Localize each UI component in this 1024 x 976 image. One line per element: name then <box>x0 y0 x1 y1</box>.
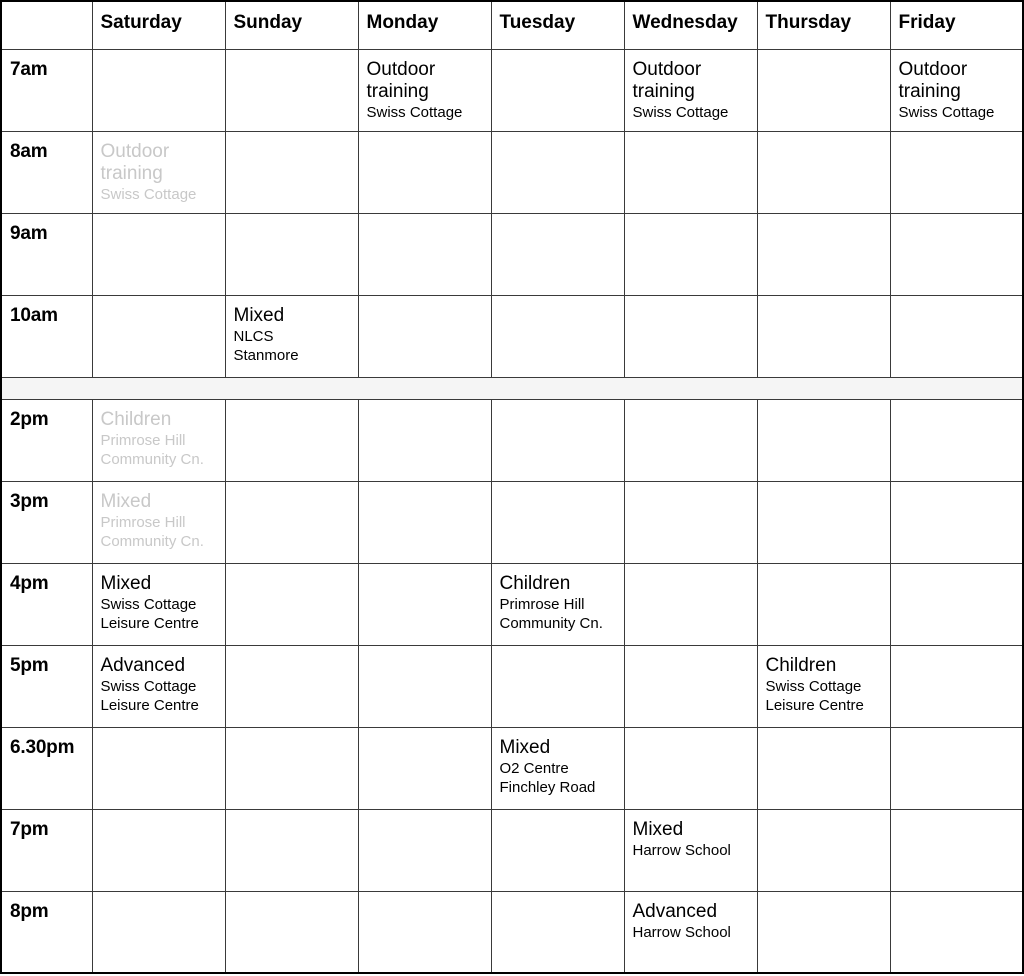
slot-cell <box>757 295 890 377</box>
time-label: 6.30pm <box>10 736 75 758</box>
gap-cell <box>1 377 1023 399</box>
slot-cell <box>890 131 1023 213</box>
session-location: Leisure Centre <box>100 696 199 714</box>
slot-cell <box>225 481 358 563</box>
slot-cell <box>757 891 890 973</box>
time-row-10am <box>1 295 1023 377</box>
slot-cell <box>757 213 890 295</box>
slot-cell <box>757 399 890 481</box>
time-row-4pm <box>1 563 1023 645</box>
slot-cell <box>92 481 225 563</box>
time-label: 8am <box>10 140 48 162</box>
session-location: Community Cn. <box>499 614 603 632</box>
slot-cell <box>491 49 624 131</box>
slot-cell <box>92 49 225 131</box>
slot-cell <box>890 891 1023 973</box>
day-header-friday <box>890 1 1023 49</box>
session-location: Swiss Cottage <box>100 595 197 613</box>
slot-cell <box>491 295 624 377</box>
time-label: 10am <box>10 304 58 326</box>
slot-cell <box>624 213 757 295</box>
corner-cell <box>1 1 92 49</box>
slot-cell <box>890 645 1023 727</box>
time-row-7am <box>1 49 1023 131</box>
time-label: 3pm <box>10 490 49 512</box>
slot-cell <box>757 809 890 891</box>
slot-cell <box>225 563 358 645</box>
slot-cell <box>890 213 1023 295</box>
session-title: Outdoor <box>366 58 436 80</box>
time-row-8am <box>1 131 1023 213</box>
day-label: Monday <box>366 12 439 33</box>
day-label: Thursday <box>765 12 852 33</box>
session-location: Harrow School <box>632 841 731 859</box>
slot-cell <box>624 131 757 213</box>
slot-cell <box>757 481 890 563</box>
slot-cell <box>92 563 225 645</box>
slot-cell <box>890 295 1023 377</box>
day-label: Tuesday <box>499 12 576 33</box>
time-cell <box>1 645 92 727</box>
time-label: 2pm <box>10 408 49 430</box>
slot-cell <box>624 645 757 727</box>
slot-cell <box>358 645 491 727</box>
slot-cell <box>358 399 491 481</box>
session-block[interactable] <box>625 892 757 942</box>
slot-cell <box>92 727 225 809</box>
day-label: Wednesday <box>632 12 738 33</box>
time-label: 7pm <box>10 818 49 840</box>
slot-cell <box>358 563 491 645</box>
slot-cell <box>358 891 491 973</box>
midday-gap-row <box>1 377 1023 399</box>
time-cell <box>1 399 92 481</box>
session-block-inactive[interactable] <box>93 132 225 204</box>
session-title: Mixed <box>499 736 551 758</box>
time-cell <box>1 727 92 809</box>
slot-cell <box>92 295 225 377</box>
slot-cell <box>624 563 757 645</box>
slot-cell <box>757 645 890 727</box>
time-cell <box>1 213 92 295</box>
slot-cell <box>890 809 1023 891</box>
slot-cell <box>890 727 1023 809</box>
time-cell <box>1 131 92 213</box>
session-title: Advanced <box>632 900 718 922</box>
session-title: Mixed <box>632 818 684 840</box>
time-label: 7am <box>10 58 48 80</box>
slot-cell <box>92 891 225 973</box>
slot-cell <box>624 481 757 563</box>
time-label: 4pm <box>10 572 49 594</box>
slot-cell <box>491 809 624 891</box>
slot-cell <box>624 809 757 891</box>
day-header-tuesday <box>491 1 624 49</box>
session-location: Swiss Cottage <box>366 103 463 121</box>
session-title: Mixed <box>100 490 152 512</box>
slot-cell <box>92 399 225 481</box>
slot-cell <box>757 727 890 809</box>
time-label: 9am <box>10 222 48 244</box>
slot-cell <box>225 295 358 377</box>
slot-cell <box>491 481 624 563</box>
slot-cell <box>358 809 491 891</box>
slot-cell <box>92 131 225 213</box>
slot-cell <box>624 295 757 377</box>
time-label: 5pm <box>10 654 49 676</box>
slot-cell <box>225 131 358 213</box>
session-location: Finchley Road <box>499 778 596 796</box>
session-block[interactable] <box>359 50 491 122</box>
header-row <box>1 1 1023 49</box>
session-block[interactable] <box>93 646 225 715</box>
session-title: training <box>100 162 163 184</box>
time-cell <box>1 563 92 645</box>
session-location: Primrose Hill <box>100 431 186 449</box>
slot-cell <box>92 645 225 727</box>
session-location: Swiss Cottage <box>100 677 197 695</box>
session-title: training <box>366 80 429 102</box>
session-block[interactable] <box>226 296 358 365</box>
slot-cell <box>757 49 890 131</box>
slot-cell <box>624 399 757 481</box>
slot-cell <box>491 563 624 645</box>
slot-cell <box>890 563 1023 645</box>
session-location: Community Cn. <box>100 532 204 550</box>
session-title: Children <box>100 408 172 430</box>
slot-cell <box>491 131 624 213</box>
slot-cell <box>624 891 757 973</box>
session-title: training <box>632 80 695 102</box>
slot-cell <box>225 891 358 973</box>
slot-cell <box>491 645 624 727</box>
session-location: Leisure Centre <box>100 614 199 632</box>
session-title: Outdoor <box>632 58 702 80</box>
slot-cell <box>358 213 491 295</box>
session-location: Swiss Cottage <box>765 677 862 695</box>
day-header-monday <box>358 1 491 49</box>
slot-cell <box>491 213 624 295</box>
session-title: Advanced <box>100 654 186 676</box>
slot-cell <box>757 563 890 645</box>
slot-cell <box>225 213 358 295</box>
session-block[interactable] <box>93 564 225 633</box>
slot-cell <box>225 809 358 891</box>
slot-cell <box>890 399 1023 481</box>
time-row-3pm <box>1 481 1023 563</box>
session-block[interactable] <box>492 728 624 797</box>
session-title: Mixed <box>233 304 285 326</box>
session-block-inactive[interactable] <box>93 400 225 469</box>
day-header-sunday <box>225 1 358 49</box>
slot-cell <box>92 213 225 295</box>
session-title: Children <box>499 572 571 594</box>
slot-cell <box>491 891 624 973</box>
session-block[interactable] <box>891 50 1023 122</box>
slot-cell <box>890 481 1023 563</box>
slot-cell <box>358 481 491 563</box>
session-block-inactive[interactable] <box>93 482 225 551</box>
session-title: training <box>898 80 961 102</box>
time-label: 8pm <box>10 900 49 922</box>
time-row-9am <box>1 213 1023 295</box>
day-header-wednesday <box>624 1 757 49</box>
session-location: Stanmore <box>233 346 299 364</box>
slot-cell <box>358 49 491 131</box>
slot-cell <box>491 399 624 481</box>
time-row-7pm <box>1 809 1023 891</box>
slot-cell <box>225 49 358 131</box>
slot-cell <box>491 727 624 809</box>
slot-cell <box>358 727 491 809</box>
session-block[interactable] <box>625 50 757 122</box>
session-location: Swiss Cottage <box>100 185 197 203</box>
slot-cell <box>624 49 757 131</box>
session-location: Primrose Hill <box>499 595 585 613</box>
day-header-saturday <box>92 1 225 49</box>
session-title: Mixed <box>100 572 152 594</box>
time-row-5pm <box>1 645 1023 727</box>
session-block[interactable] <box>492 564 624 633</box>
day-label: Saturday <box>100 12 182 33</box>
time-cell <box>1 295 92 377</box>
time-row-2pm <box>1 399 1023 481</box>
session-location: Swiss Cottage <box>898 103 995 121</box>
slot-cell <box>757 131 890 213</box>
slot-cell <box>225 727 358 809</box>
time-cell <box>1 49 92 131</box>
time-row-8pm <box>1 891 1023 973</box>
session-location: Harrow School <box>632 923 731 941</box>
day-label: Friday <box>898 12 956 33</box>
slot-cell <box>890 49 1023 131</box>
session-block[interactable] <box>625 810 757 860</box>
session-block[interactable] <box>758 646 890 715</box>
slot-cell <box>358 131 491 213</box>
time-cell <box>1 891 92 973</box>
slot-cell <box>225 399 358 481</box>
day-label: Sunday <box>233 12 303 33</box>
session-location: O2 Centre <box>499 759 569 777</box>
slot-cell <box>92 809 225 891</box>
slot-cell <box>358 295 491 377</box>
session-location: Primrose Hill <box>100 513 186 531</box>
time-cell <box>1 481 92 563</box>
slot-cell <box>225 645 358 727</box>
time-row-630pm <box>1 727 1023 809</box>
session-title: Outdoor <box>100 140 170 162</box>
time-cell <box>1 809 92 891</box>
session-title: Outdoor <box>898 58 968 80</box>
session-title: Children <box>765 654 837 676</box>
session-location: Community Cn. <box>100 450 204 468</box>
slot-cell <box>624 727 757 809</box>
day-header-thursday <box>757 1 890 49</box>
session-location: Swiss Cottage <box>632 103 729 121</box>
session-location: NLCS <box>233 327 274 345</box>
session-location: Leisure Centre <box>765 696 864 714</box>
